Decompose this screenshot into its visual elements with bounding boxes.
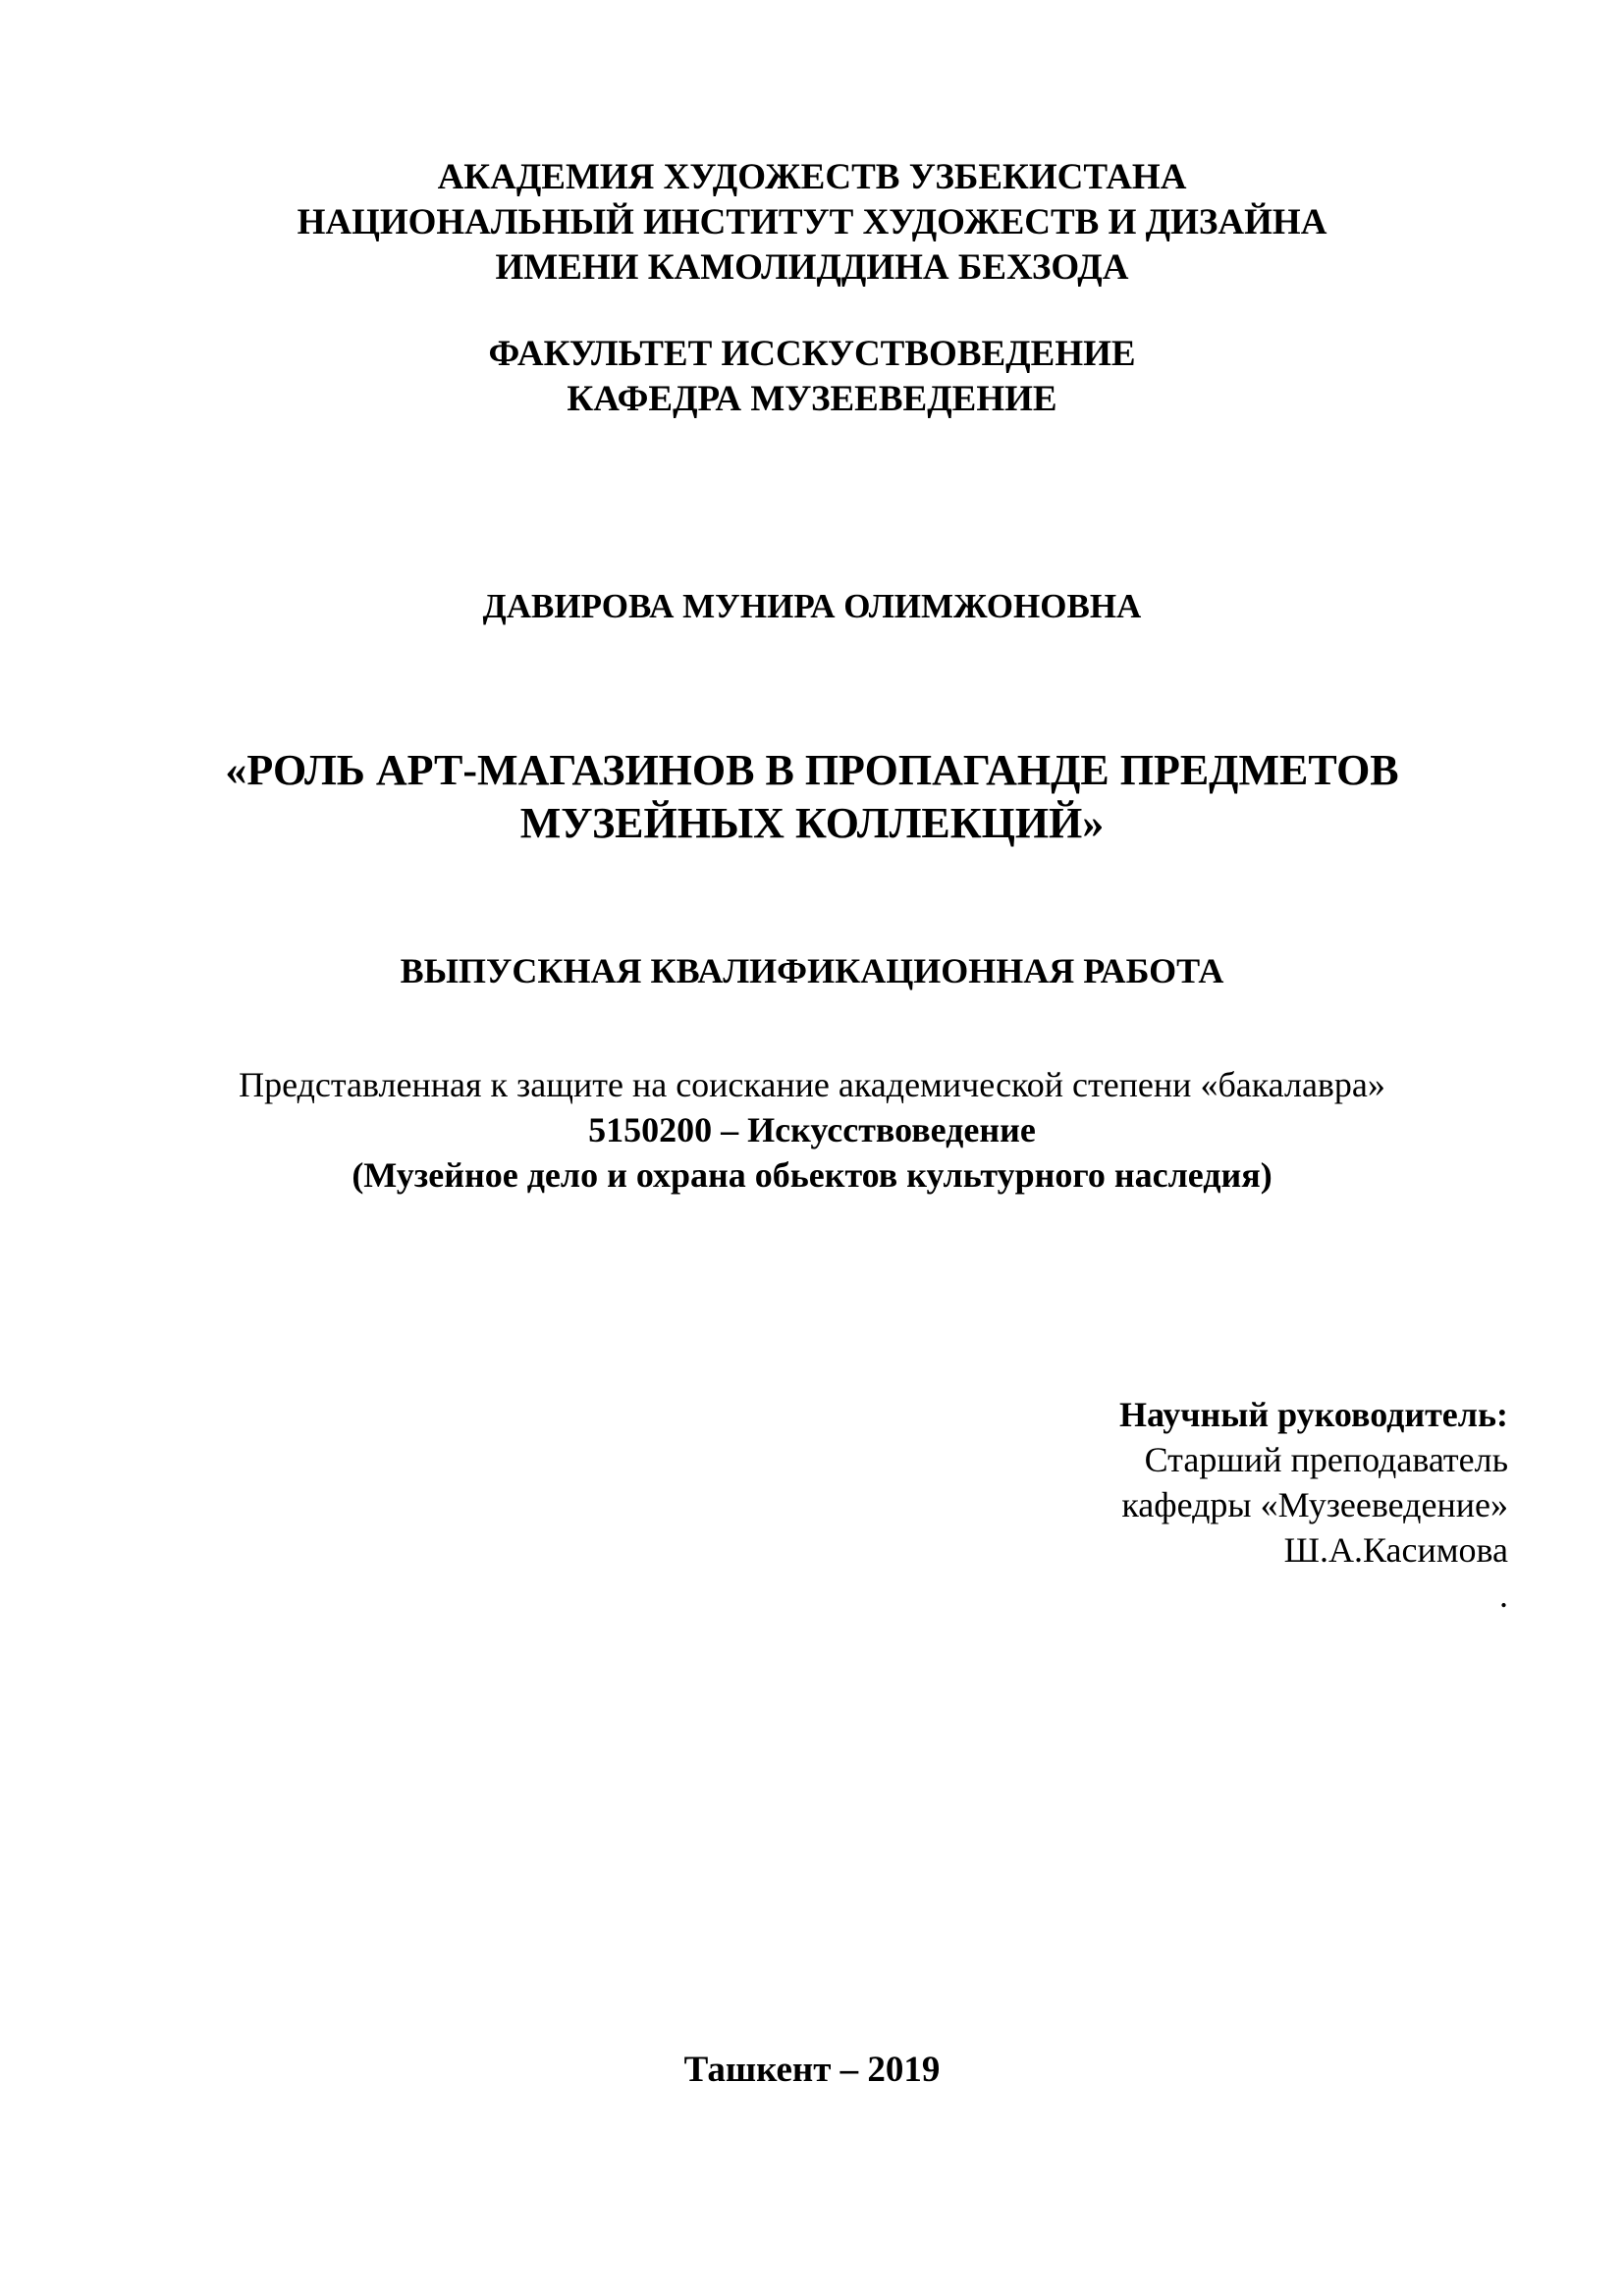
thesis-title-line-2: МУЗЕЙНЫХ КОЛЛЕКЦИЙ» (519, 799, 1105, 847)
supervisor-position-1: Старший преподаватель (1144, 1440, 1508, 1479)
supervisor-name: Ш.А.Касимова (1283, 1530, 1508, 1570)
author-name-text: ДАВИРОВА МУНИРА ОЛИМЖОНОВНА (482, 587, 1142, 625)
institution-line-2: НАЦИОНАЛЬНЫЙ ИНСТИТУТ ХУДОЖЕСТВ И ДИЗАЙНА (297, 202, 1327, 242)
supervisor-heading: Научный руководитель: (1119, 1395, 1508, 1434)
supervisor-block (1119, 1392, 1508, 1618)
faculty-header (0, 332, 1624, 422)
city-year-text: Ташкент – 2019 (683, 2050, 941, 2090)
degree-specialization: (Музейное дело и охрана обьектов культурного наследия) (352, 1155, 1272, 1195)
thesis-title-line-1: «РОЛЬ АРТ-МАГАЗИНОВ В ПРОПАГАНДЕ ПРЕДМЕТОВ (225, 746, 1399, 794)
degree-intro: Представленная к защите на соискание академической степени «бакалавра» (239, 1065, 1385, 1104)
supervisor-trailing-mark: . (1499, 1575, 1508, 1615)
institution-header (0, 155, 1624, 291)
thesis-title (0, 744, 1624, 850)
work-type-text: ВЫПУСКНАЯ КВАЛИФИКАЦИОННАЯ РАБОТА (400, 951, 1224, 990)
department-line: КАФЕДРА МУЗЕЕВЕДЕНИЕ (567, 379, 1057, 419)
author-name (0, 585, 1624, 628)
degree-info (0, 1062, 1624, 1198)
supervisor-position-2: кафедры «Музееведение» (1121, 1485, 1508, 1524)
institution-line-3: ИМЕНИ КАМОЛИДДИНА БЕХЗОДА (495, 247, 1129, 288)
faculty-line: ФАКУЛЬТЕТ ИССКУСТВОВЕДЕНИЕ (488, 334, 1136, 374)
institution-line-1: АКАДЕМИЯ ХУДОЖЕСТВ УЗБЕКИСТАНА (437, 157, 1187, 197)
work-type (0, 948, 1624, 993)
city-year (0, 2048, 1624, 2093)
degree-code: 5150200 – Искусствоведение (588, 1110, 1036, 1149)
